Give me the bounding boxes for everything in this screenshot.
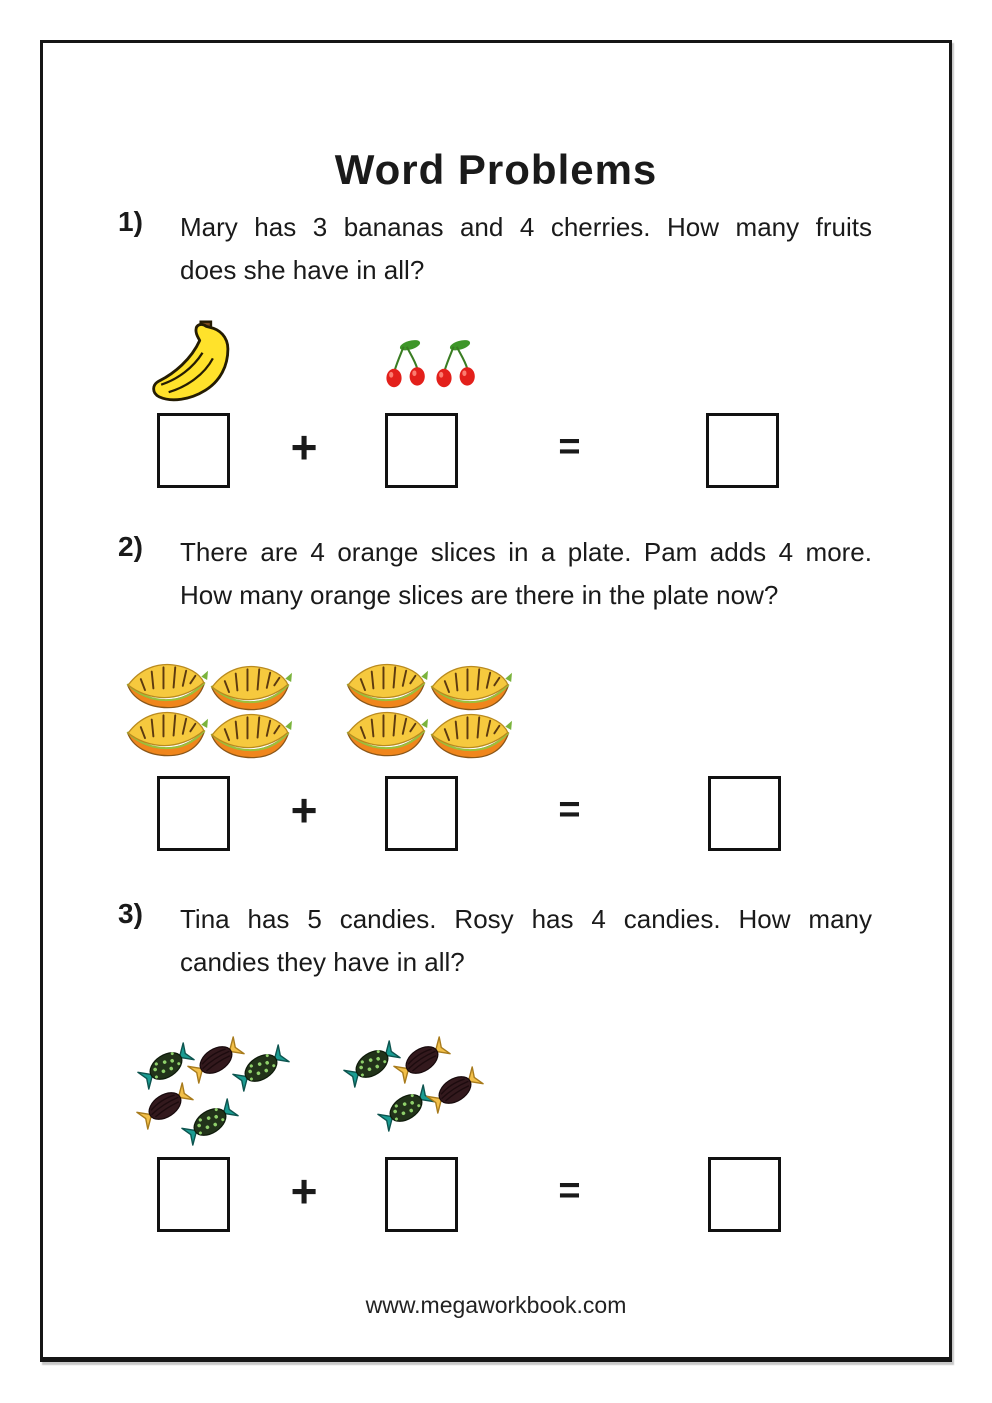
orange-slice-icon [208,710,292,760]
problem-3-line1: Tina has 5 candies. Rosy has 4 candies. How many [180,904,872,934]
orange-slice-icon [428,662,512,712]
problem-3-number: 3) [118,898,143,929]
website-url: www.megaworkbook.com [365,1292,627,1318]
answer-box[interactable] [708,1157,781,1232]
plus-sign: + [290,421,318,473]
answer-box[interactable] [157,1157,230,1232]
orange-slice-icon [208,662,292,712]
plus-sign: + [290,784,318,836]
answer-box[interactable] [385,776,458,851]
problem-1-line1: Mary has 3 bananas and 4 cherries. How many fruits [180,212,872,242]
equals-sign: = [558,1170,580,1212]
answer-box[interactable] [157,413,230,488]
answer-box[interactable] [157,776,230,851]
page-title: Word Problems [334,146,658,194]
answer-box[interactable] [708,776,781,851]
problem-2-text [180,531,872,617]
problem-3-line2: candies they have in all? [180,947,465,977]
problem-1-line2: does she have in all? [180,255,425,285]
equals-sign: = [558,426,580,468]
orange-slice-icon [124,660,208,710]
problem-2-line1: There are 4 orange slices in a plate. Pam adds 4 more. [180,537,872,567]
answer-box[interactable] [706,413,779,488]
cherries-icon [382,331,430,401]
equals-sign: = [558,789,580,831]
orange-slice-icon [344,708,428,758]
answer-box[interactable] [385,1157,458,1232]
problem-2-number: 2) [118,531,143,562]
banana-bunch-icon [148,316,242,412]
orange-slice-icon [124,708,208,758]
plus-sign: + [290,1165,318,1217]
answer-box[interactable] [385,413,458,488]
problem-1-text [180,206,872,292]
orange-slice-icon [344,660,428,710]
problem-1-number: 1) [118,206,143,237]
problem-2-line2: How many orange slices are there in the plate now? [180,580,779,610]
problem-3-text [180,898,872,984]
orange-slice-icon [428,710,512,760]
cherries-icon [432,331,480,401]
